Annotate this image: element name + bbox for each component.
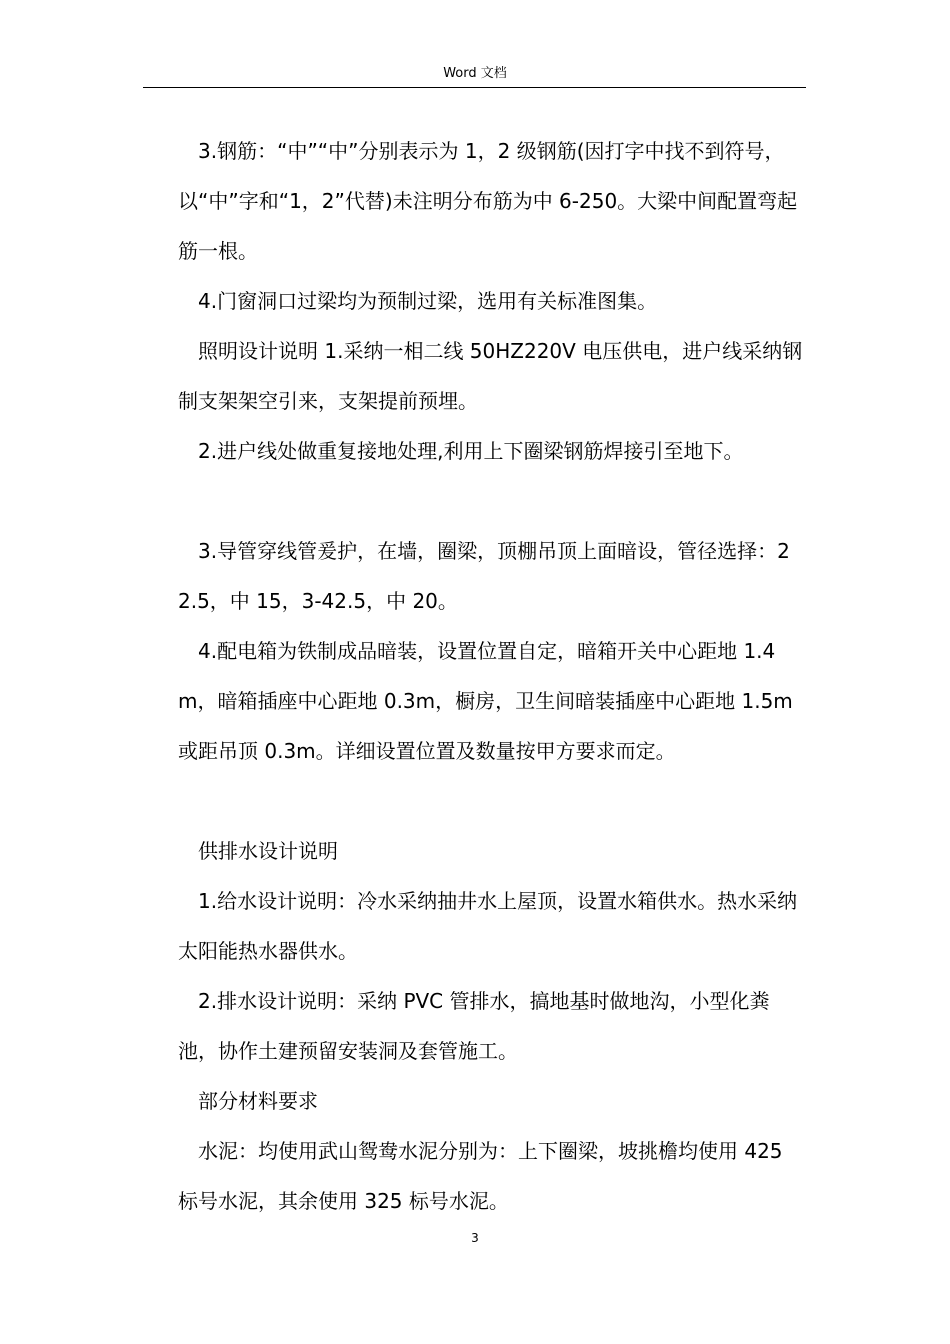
blank-line (178, 776, 803, 826)
section-heading-water: 供排水设计说明 (198, 839, 338, 863)
header-divider (143, 87, 806, 88)
paragraph-rebar: 3.钢筋：“中”“中”分别表示为 1，2 级钢筋(因打字中找不到符号，以“中”字和“1，2”代替)未注明分布筋为中 6-250。大梁中间配置弯起筋一根。 (178, 139, 798, 263)
section-heading-materials: 部分材料要求 (198, 1089, 318, 1113)
paragraph-water-supply: 1.给水设计说明：冷水采纳抽井水上屋顶，设置水箱供水。热水采纳太阳能热水器供水。 (178, 889, 798, 963)
paragraph-grounding: 2.进户线处做重复接地处理,利用上下圈梁钢筋焊接引至地下。 (198, 439, 744, 463)
page-number: 3 (471, 1231, 479, 1245)
paragraph-conduit: 3.导管穿线管爰护，在墙，圈梁，顶棚吊顶上面暗设，管径选择：22.5，中 15，3-42.5，中 20。 (178, 539, 790, 613)
paragraph-lighting-supply: 照明设计说明 1.采纳一相二线 50HZ220V 电压供电，进户线采纳钢制支架架空引来，支架提前预埋。 (178, 339, 803, 413)
paragraph-cement: 水泥：均使用武山鸳鸯水泥分别为：上下圈梁，坡挑檐均使用 425 标号水泥，其余使用 325 标号水泥。 (178, 1139, 783, 1213)
paragraph-lintel: 4.门窗洞口过梁均为预制过梁，选用有关标准图集。 (198, 289, 658, 313)
blank-line (178, 476, 803, 526)
page-header: Word 文档 (443, 66, 507, 81)
paragraph-distribution-box: 4.配电箱为铁制成品暗装，设置位置自定，暗箱开关中心距地 1.4m，暗箱插座中心距地 0.3m，橱房，卫生间暗装插座中心距地 1.5m 或距吊顶 0.3m。详细设置位置及数量按甲方要求而定。 (178, 639, 793, 763)
document-body (178, 126, 803, 1226)
paragraph-drainage: 2.排水设计说明：采纳 PVC 管排水，搞地基时做地沟，小型化粪池，协作土建预留安装洞及套管施工。 (178, 989, 770, 1063)
